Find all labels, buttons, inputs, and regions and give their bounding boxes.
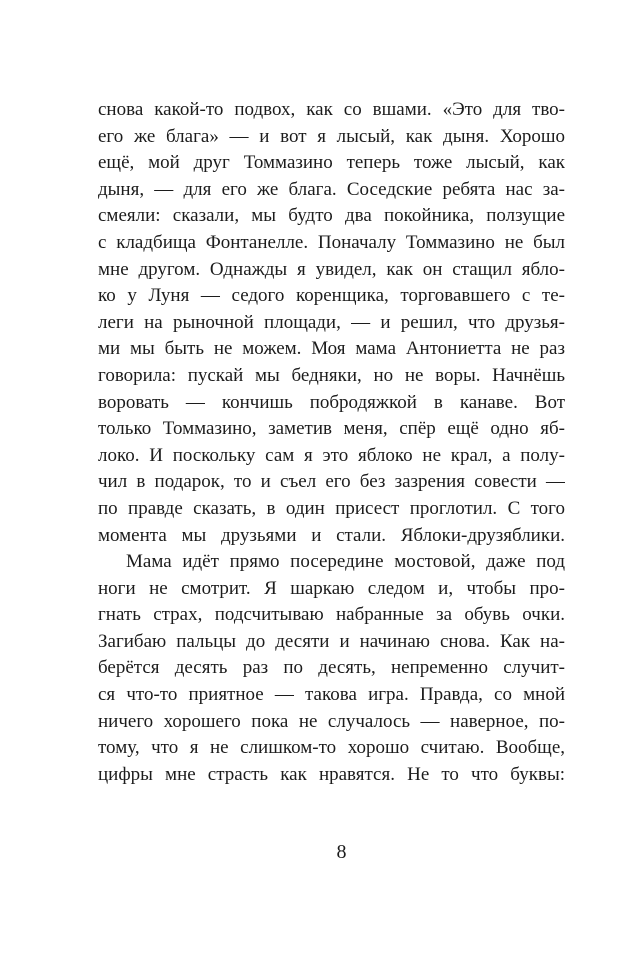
text-line: цифры мне страсть как нравятся. Не то что буквы: (98, 763, 565, 785)
text-line: леги на рыночной площади, — и решил, что друзья- (98, 311, 565, 333)
text-line-paragraph-start: Мама идёт прямо посередине мостовой, даже под (126, 551, 565, 573)
text-line: тому, что я не слишком-то хорошо считаю. Вообще, (98, 737, 565, 759)
text-line: чил в подарок, то и съел его без зазрения совести — (98, 471, 565, 493)
text-line: ноги не смотрит. Я шаркаю следом и, чтобы про- (98, 577, 565, 599)
text-line: ещё, мой друг Томмазино теперь тоже лысый, как (98, 152, 565, 174)
text-line: воровать — кончишь побродяжкой в канаве. Вот (98, 391, 565, 413)
body-text (98, 97, 565, 788)
text-line: его же блага» — и вот я лысый, как дыня. Хорошо (98, 125, 565, 147)
text-line: момента мы друзьями и стали. Яблоки-друзяблики. (98, 524, 565, 546)
text-line: снова какой-то подвох, как со вшами. «Это для тво- (98, 99, 565, 120)
text-line: ничего хорошего пока не случалось — наверное, по- (98, 710, 565, 732)
text-line: локо. И поскольку сам я это яблоко не крал, а полу- (98, 444, 565, 466)
text-line: говорила: пускай мы бедняки, но не воры. Начнёшь (98, 364, 565, 386)
text-line: Загибаю пальцы до десяти и начинаю снова. Как на- (98, 630, 565, 652)
text-line: смеяли: сказали, мы будто два покойника, ползущие (98, 205, 565, 227)
text-line: мне другом. Однажды я увидел, как он стащил ябло- (98, 258, 565, 280)
text-line: ми мы быть не можем. Моя мама Антониетта не раз (98, 338, 565, 360)
text-line: только Томмазино, заметив меня, спёр ещё одно яб- (98, 418, 565, 440)
page-number: 8 (336, 841, 347, 863)
text-line: ся что-то приятное — такова игра. Правда, со мной (98, 684, 565, 706)
text-line: берётся десять раз по десять, непременно случит- (98, 657, 565, 679)
text-line: дыня, — для его же блага. Соседские ребята нас за- (98, 178, 565, 200)
text-line: по правде сказать, в один присест проглотил. С того (98, 497, 565, 519)
text-line: гнать страх, подсчитываю набранные за обувь очки. (98, 604, 565, 626)
text-line: ко у Луня — седого коренщика, торговавшего с те- (98, 285, 565, 307)
text-line: с кладбища Фонтанелле. Поначалу Томмазино не был (98, 231, 565, 253)
